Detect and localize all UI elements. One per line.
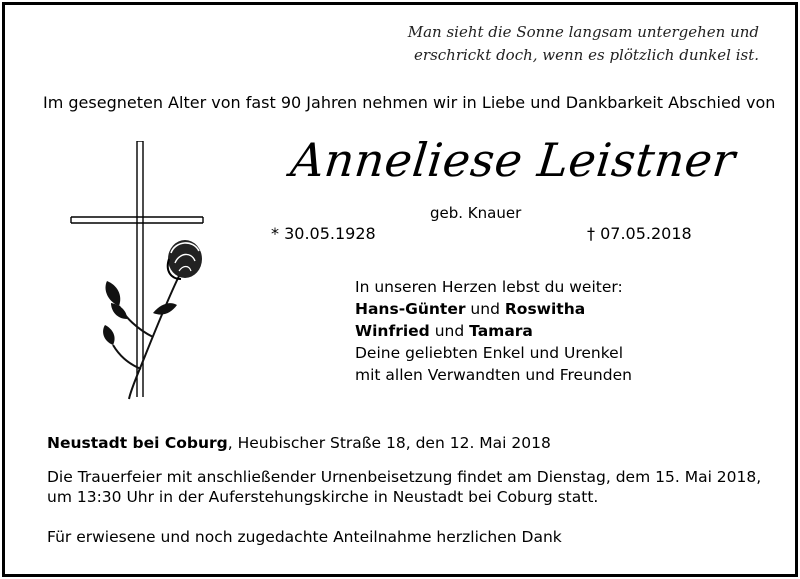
place-rest: , Heubischer Straße 18, den 12. Mai 2018 <box>227 434 551 452</box>
birth-date: * 30.05.1928 <box>271 224 376 243</box>
connector-word: und <box>470 300 500 318</box>
mourners-line-3: Deine geliebten Enkel und Urenkel <box>355 344 624 362</box>
quote-line-1: Man sieht die Sonne langsam untergehen und <box>407 23 759 41</box>
mourner-name: Hans-Günter <box>355 300 466 318</box>
service-line-2: um 13:30 Uhr in der Auferstehungskirche in Neustadt bei Coburg statt. <box>47 488 599 506</box>
service-line-1: Die Trauerfeier mit anschließender Urnenbeisetzung findet am Dienstag, dem 15. Mai 2018, <box>47 468 762 486</box>
intro-text: Im gesegneten Alter von fast 90 Jahren nehmen wir in Liebe und Dankbarkeit Abschied von <box>43 93 776 112</box>
thanks-line: Für erwiesene und noch zugedachte Anteilnahme herzlichen Dank <box>47 528 562 546</box>
service-info <box>47 467 761 507</box>
quote-line-2: erschrickt doch, wenn es plötzlich dunkel ist. <box>414 46 759 64</box>
mourner-name: Roswitha <box>504 300 586 318</box>
place-town: Neustadt bei Coburg <box>47 434 228 452</box>
mourners-block <box>355 276 632 386</box>
cross-with-rose-icon <box>67 141 207 401</box>
mourners-couple-1 <box>355 298 632 320</box>
death-date: † 07.05.2018 <box>587 224 692 243</box>
mourner-name: Winfried <box>355 322 430 340</box>
mourners-line-4: mit allen Verwandten und Freunden <box>355 366 632 384</box>
deceased-name: Anneliese Leistner <box>288 133 739 187</box>
place-date-line <box>47 434 551 452</box>
connector-word: und <box>434 322 465 340</box>
mourners-opening: In unseren Herzen lebst du weiter: <box>355 278 623 296</box>
mourner-name: Tamara <box>469 322 533 340</box>
mourners-couple-2 <box>355 320 632 342</box>
maiden-name: geb. Knauer <box>430 204 522 222</box>
poem-quote <box>408 21 759 67</box>
obituary-notice <box>2 2 798 577</box>
